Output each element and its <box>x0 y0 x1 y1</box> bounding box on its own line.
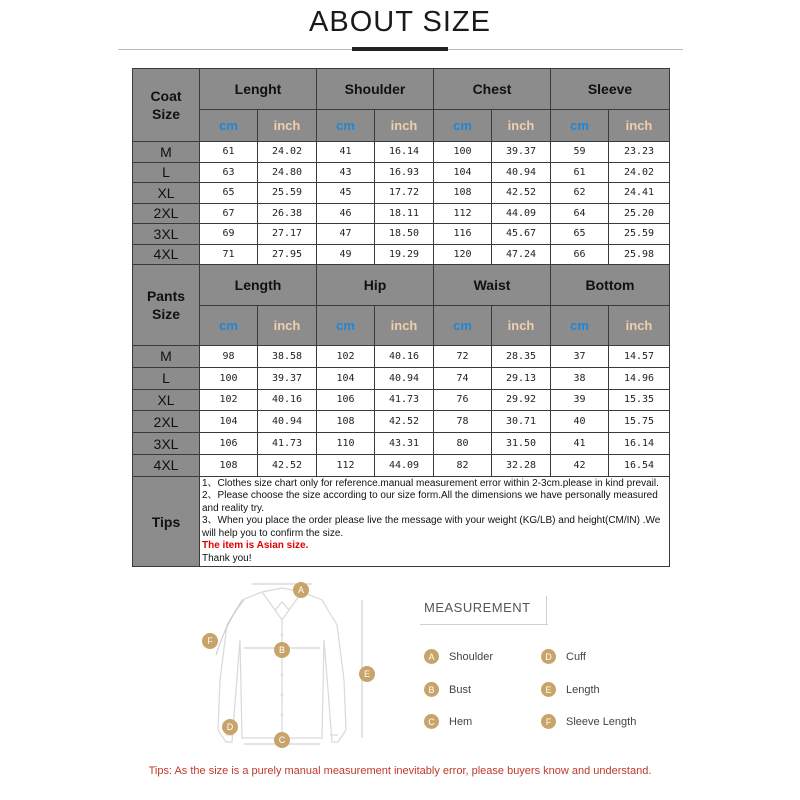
pants-cell: 16.54 <box>609 454 670 476</box>
coat-unit-cm: cm <box>551 110 609 142</box>
coat-cell: 67 <box>200 203 258 224</box>
coat-unit-inch: inch <box>609 110 670 142</box>
pants-cell: 40.16 <box>375 346 434 368</box>
coat-cell: 65 <box>551 224 609 245</box>
coat-size-l: L <box>133 162 200 183</box>
coat-cell: 120 <box>434 244 492 265</box>
coat-cell: 45 <box>317 183 375 204</box>
pants-cell: 39 <box>551 389 609 411</box>
pants-cell: 110 <box>317 433 375 455</box>
coat-cell: 42.52 <box>492 183 551 204</box>
pants-row-4xl <box>133 454 670 476</box>
coat-cell: 27.95 <box>258 244 317 265</box>
measurement-title: MEASUREMENT <box>424 600 531 615</box>
pants-cell: 104 <box>317 367 375 389</box>
pants-cell: 40.16 <box>258 389 317 411</box>
legend-badge-c: C <box>424 714 439 729</box>
pants-cell: 14.96 <box>609 367 670 389</box>
title-accent-bar <box>352 47 448 51</box>
pants-cell: 82 <box>434 454 492 476</box>
coat-unit-inch: inch <box>375 110 434 142</box>
coat-cell: 112 <box>434 203 492 224</box>
legend-label-shoulder: Shoulder <box>449 650 494 663</box>
pants-row-m <box>133 346 670 368</box>
pants-cell: 98 <box>200 346 258 368</box>
pants-size-xl: XL <box>133 389 200 411</box>
coat-cell: 100 <box>434 142 492 163</box>
legend-badge-e: E <box>541 682 556 697</box>
pants-cell: 38.58 <box>258 346 317 368</box>
coat-header-length: Lenght <box>200 69 317 110</box>
coat-size-label: Coat Size <box>133 69 200 142</box>
coat-cell: 116 <box>434 224 492 245</box>
coat-cell: 47.24 <box>492 244 551 265</box>
tips-line-1: 1、Clothes size chart only for reference.manual measurement error within 2-3cm.please in kind prevail. <box>202 477 659 489</box>
pants-size-3xl: 3XL <box>133 433 200 455</box>
tips-content <box>200 476 670 567</box>
legend-label-bust: Bust <box>449 683 472 696</box>
pants-row-l <box>133 367 670 389</box>
coat-cell: 25.98 <box>609 244 670 265</box>
coat-cell: 71 <box>200 244 258 265</box>
pants-unit-inch: inch <box>492 306 551 346</box>
coat-cell: 16.93 <box>375 162 434 183</box>
coat-row-2xl <box>133 203 670 224</box>
footer-tip: Tips: As the size is a purely manual measurement inevitably error, please buyers know and understand. <box>148 765 652 777</box>
coat-cell: 24.02 <box>258 142 317 163</box>
coat-header-chest: Chest <box>434 69 551 110</box>
coat-row-xl <box>133 183 670 204</box>
size-chart-table <box>132 68 670 567</box>
coat-cell: 46 <box>317 203 375 224</box>
coat-row-l <box>133 162 670 183</box>
coat-unit-inch: inch <box>258 110 317 142</box>
tips-label: Tips <box>133 476 200 567</box>
page-title: ABOUT SIZE <box>309 6 491 38</box>
pants-header-waist: Waist <box>434 265 551 306</box>
legend-badge-f: F <box>541 714 556 729</box>
legend-badge-a: A <box>424 649 439 664</box>
coat-cell: 27.17 <box>258 224 317 245</box>
pants-size-2xl: 2XL <box>133 411 200 433</box>
pants-cell: 108 <box>200 454 258 476</box>
legend-item-cuff <box>541 649 586 664</box>
diagram-letter-d: D <box>226 722 234 732</box>
legend-item-sleeve-length <box>541 714 636 729</box>
coat-header-sleeve: Sleeve <box>551 69 670 110</box>
coat-cell: 65 <box>200 183 258 204</box>
pants-cell: 32.28 <box>492 454 551 476</box>
coat-row-3xl <box>133 224 670 245</box>
legend-item-hem <box>424 714 472 729</box>
shirt-diagram <box>132 570 669 765</box>
coat-cell: 18.50 <box>375 224 434 245</box>
diagram-letter-e: E <box>363 669 371 679</box>
coat-row-m <box>133 142 670 163</box>
pants-cell: 100 <box>200 367 258 389</box>
pants-cell: 29.13 <box>492 367 551 389</box>
pants-cell: 106 <box>200 433 258 455</box>
coat-cell: 59 <box>551 142 609 163</box>
pants-cell: 74 <box>434 367 492 389</box>
coat-cell: 24.41 <box>609 183 670 204</box>
pants-header-length: Length <box>200 265 317 306</box>
coat-cell: 47 <box>317 224 375 245</box>
coat-cell: 66 <box>551 244 609 265</box>
pants-cell: 106 <box>317 389 375 411</box>
pants-cell: 37 <box>551 346 609 368</box>
coat-cell: 16.14 <box>375 142 434 163</box>
tips-asian-size-note: The item is Asian size. <box>202 540 309 552</box>
pants-row-2xl <box>133 411 670 433</box>
diagram-letter-b: B <box>278 645 286 655</box>
diagram-letter-a: A <box>297 585 305 595</box>
pants-cell: 39.37 <box>258 367 317 389</box>
pants-cell: 14.57 <box>609 346 670 368</box>
pants-cell: 42.52 <box>375 411 434 433</box>
pants-cell: 16.14 <box>609 433 670 455</box>
pants-cell: 29.92 <box>492 389 551 411</box>
coat-unit-cm: cm <box>434 110 492 142</box>
pants-cell: 30.71 <box>492 411 551 433</box>
pants-cell: 104 <box>200 411 258 433</box>
coat-cell: 39.37 <box>492 142 551 163</box>
pants-header-hip: Hip <box>317 265 434 306</box>
pants-cell: 40.94 <box>258 411 317 433</box>
pants-cell: 40.94 <box>375 367 434 389</box>
pants-cell: 41.73 <box>375 389 434 411</box>
legend-item-shoulder <box>424 649 493 664</box>
legend-badge-d: D <box>541 649 556 664</box>
coat-size-m: M <box>133 142 200 163</box>
pants-size-m: M <box>133 346 200 368</box>
coat-cell: 61 <box>551 162 609 183</box>
pants-cell: 15.75 <box>609 411 670 433</box>
pants-cell: 72 <box>434 346 492 368</box>
coat-cell: 108 <box>434 183 492 204</box>
measurement-side-rule <box>546 596 547 624</box>
coat-cell: 25.59 <box>609 224 670 245</box>
pants-unit-cm: cm <box>200 306 258 346</box>
pants-cell: 44.09 <box>375 454 434 476</box>
diagram-letter-c: C <box>278 735 286 745</box>
coat-size-3xl: 3XL <box>133 224 200 245</box>
legend-item-bust <box>424 682 471 697</box>
coat-cell: 43 <box>317 162 375 183</box>
coat-cell: 49 <box>317 244 375 265</box>
coat-cell: 64 <box>551 203 609 224</box>
coat-cell: 61 <box>200 142 258 163</box>
pants-row-3xl <box>133 433 670 455</box>
pants-cell: 41.73 <box>258 433 317 455</box>
coat-cell: 19.29 <box>375 244 434 265</box>
pants-cell: 102 <box>200 389 258 411</box>
pants-unit-cm: cm <box>434 306 492 346</box>
legend-item-length <box>541 682 600 697</box>
coat-cell: 69 <box>200 224 258 245</box>
pants-cell: 43.31 <box>375 433 434 455</box>
pants-size-l: L <box>133 367 200 389</box>
pants-size-4xl: 4XL <box>133 454 200 476</box>
legend-label-length: Length <box>566 683 600 696</box>
coat-cell: 18.11 <box>375 203 434 224</box>
pants-cell: 102 <box>317 346 375 368</box>
pants-cell: 38 <box>551 367 609 389</box>
coat-cell: 24.80 <box>258 162 317 183</box>
coat-size-xl: XL <box>133 183 200 204</box>
pants-cell: 76 <box>434 389 492 411</box>
pants-size-label: Pants Size <box>133 265 200 346</box>
pants-unit-cm: cm <box>317 306 375 346</box>
pants-cell: 80 <box>434 433 492 455</box>
coat-cell: 104 <box>434 162 492 183</box>
coat-unit-inch: inch <box>492 110 551 142</box>
legend-label-hem: Hem <box>449 715 473 728</box>
coat-size-4xl: 4XL <box>133 244 200 265</box>
coat-cell: 44.09 <box>492 203 551 224</box>
pants-cell: 15.35 <box>609 389 670 411</box>
legend-label-sleeve-length: Sleeve Length <box>566 715 637 728</box>
pants-unit-inch: inch <box>375 306 434 346</box>
pants-cell: 42 <box>551 454 609 476</box>
coat-cell: 17.72 <box>375 183 434 204</box>
coat-cell: 25.59 <box>258 183 317 204</box>
pants-cell: 108 <box>317 411 375 433</box>
diagram-letter-f: F <box>207 636 213 646</box>
coat-cell: 25.20 <box>609 203 670 224</box>
legend-label-cuff: Cuff <box>566 650 586 663</box>
pants-cell: 28.35 <box>492 346 551 368</box>
coat-cell: 23.23 <box>609 142 670 163</box>
coat-cell: 62 <box>551 183 609 204</box>
tips-thank-you: Thank you! <box>202 552 252 564</box>
coat-unit-cm: cm <box>317 110 375 142</box>
pants-unit-cm: cm <box>551 306 609 346</box>
pants-cell: 40 <box>551 411 609 433</box>
coat-header-shoulder: Shoulder <box>317 69 434 110</box>
coat-cell: 45.67 <box>492 224 551 245</box>
coat-cell: 24.02 <box>609 162 670 183</box>
pants-cell: 112 <box>317 454 375 476</box>
coat-size-2xl: 2XL <box>133 203 200 224</box>
pants-row-xl <box>133 389 670 411</box>
coat-row-4xl <box>133 244 670 265</box>
tips-line-2: 2、Please choose the size according to our size form.All the dimensions we have personally measured and reality try. <box>202 490 658 514</box>
pants-cell: 78 <box>434 411 492 433</box>
coat-cell: 63 <box>200 162 258 183</box>
coat-cell: 26.38 <box>258 203 317 224</box>
pants-unit-inch: inch <box>258 306 317 346</box>
tips-line-3: 3、When you place the order please live the message with your weight (KG/LB) and height(CM/IN) .We will help you to confirm the size. <box>202 515 661 539</box>
measurement-underline <box>420 624 548 625</box>
coat-cell: 41 <box>317 142 375 163</box>
pants-cell: 31.50 <box>492 433 551 455</box>
coat-unit-cm: cm <box>200 110 258 142</box>
pants-cell: 42.52 <box>258 454 317 476</box>
pants-header-bottom: Bottom <box>551 265 670 306</box>
pants-unit-inch: inch <box>609 306 670 346</box>
coat-cell: 40.94 <box>492 162 551 183</box>
legend-badge-b: B <box>424 682 439 697</box>
pants-cell: 41 <box>551 433 609 455</box>
